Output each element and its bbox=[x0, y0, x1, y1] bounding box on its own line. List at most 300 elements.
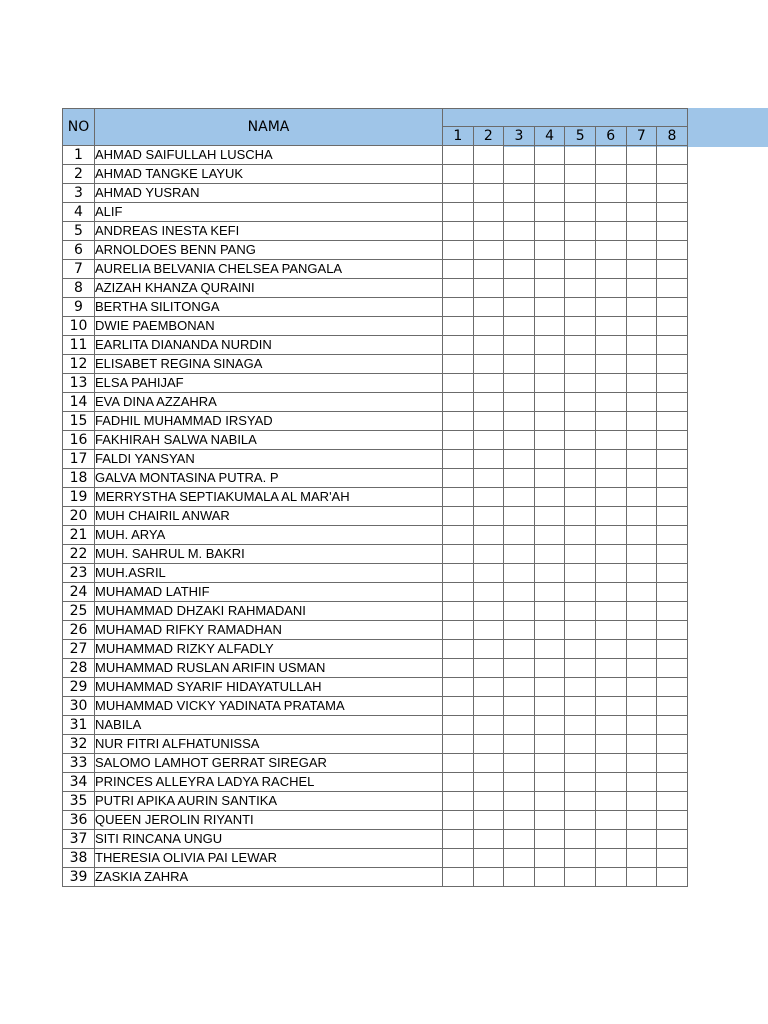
mark-cell[interactable] bbox=[534, 165, 565, 184]
mark-cell[interactable] bbox=[565, 735, 596, 754]
mark-cell[interactable] bbox=[473, 355, 504, 374]
mark-cell[interactable] bbox=[565, 754, 596, 773]
mark-cell[interactable] bbox=[565, 431, 596, 450]
mark-cell[interactable] bbox=[473, 507, 504, 526]
mark-cell[interactable] bbox=[534, 241, 565, 260]
mark-cell[interactable] bbox=[504, 754, 535, 773]
mark-cell[interactable] bbox=[565, 146, 596, 165]
mark-cell[interactable] bbox=[595, 469, 626, 488]
mark-cell[interactable] bbox=[504, 222, 535, 241]
mark-cell[interactable] bbox=[626, 583, 657, 602]
mark-cell[interactable] bbox=[443, 355, 474, 374]
mark-cell[interactable] bbox=[626, 146, 657, 165]
mark-cell[interactable] bbox=[443, 260, 474, 279]
mark-cell[interactable] bbox=[504, 849, 535, 868]
mark-cell[interactable] bbox=[565, 317, 596, 336]
mark-cell[interactable] bbox=[534, 716, 565, 735]
mark-cell[interactable] bbox=[473, 868, 504, 887]
mark-cell[interactable] bbox=[473, 450, 504, 469]
mark-cell[interactable] bbox=[443, 526, 474, 545]
mark-cell[interactable] bbox=[657, 260, 688, 279]
mark-cell[interactable] bbox=[565, 336, 596, 355]
mark-cell[interactable] bbox=[443, 412, 474, 431]
mark-cell[interactable] bbox=[504, 640, 535, 659]
mark-cell[interactable] bbox=[595, 697, 626, 716]
mark-cell[interactable] bbox=[504, 602, 535, 621]
mark-cell[interactable] bbox=[657, 279, 688, 298]
mark-cell[interactable] bbox=[626, 621, 657, 640]
mark-cell[interactable] bbox=[534, 754, 565, 773]
mark-cell[interactable] bbox=[473, 602, 504, 621]
mark-cell[interactable] bbox=[504, 374, 535, 393]
mark-cell[interactable] bbox=[504, 431, 535, 450]
mark-cell[interactable] bbox=[473, 697, 504, 716]
mark-cell[interactable] bbox=[626, 545, 657, 564]
mark-cell[interactable] bbox=[534, 526, 565, 545]
mark-cell[interactable] bbox=[473, 716, 504, 735]
mark-cell[interactable] bbox=[534, 374, 565, 393]
mark-cell[interactable] bbox=[473, 146, 504, 165]
mark-cell[interactable] bbox=[565, 773, 596, 792]
mark-cell[interactable] bbox=[565, 355, 596, 374]
mark-cell[interactable] bbox=[473, 241, 504, 260]
mark-cell[interactable] bbox=[565, 659, 596, 678]
mark-cell[interactable] bbox=[565, 450, 596, 469]
mark-cell[interactable] bbox=[657, 317, 688, 336]
mark-cell[interactable] bbox=[534, 735, 565, 754]
mark-cell[interactable] bbox=[504, 146, 535, 165]
mark-cell[interactable] bbox=[473, 659, 504, 678]
mark-cell[interactable] bbox=[565, 298, 596, 317]
mark-cell[interactable] bbox=[504, 773, 535, 792]
mark-cell[interactable] bbox=[626, 811, 657, 830]
mark-cell[interactable] bbox=[657, 241, 688, 260]
mark-cell[interactable] bbox=[534, 849, 565, 868]
mark-cell[interactable] bbox=[565, 621, 596, 640]
mark-cell[interactable] bbox=[504, 716, 535, 735]
mark-cell[interactable] bbox=[657, 830, 688, 849]
mark-cell[interactable] bbox=[473, 773, 504, 792]
mark-cell[interactable] bbox=[626, 203, 657, 222]
mark-cell[interactable] bbox=[473, 640, 504, 659]
mark-cell[interactable] bbox=[565, 279, 596, 298]
mark-cell[interactable] bbox=[626, 488, 657, 507]
mark-cell[interactable] bbox=[473, 754, 504, 773]
mark-cell[interactable] bbox=[595, 412, 626, 431]
mark-cell[interactable] bbox=[473, 469, 504, 488]
mark-cell[interactable] bbox=[443, 830, 474, 849]
mark-cell[interactable] bbox=[534, 773, 565, 792]
mark-cell[interactable] bbox=[443, 583, 474, 602]
mark-cell[interactable] bbox=[534, 260, 565, 279]
mark-cell[interactable] bbox=[443, 773, 474, 792]
mark-cell[interactable] bbox=[534, 868, 565, 887]
mark-cell[interactable] bbox=[595, 165, 626, 184]
mark-cell[interactable] bbox=[504, 830, 535, 849]
mark-cell[interactable] bbox=[626, 298, 657, 317]
mark-cell[interactable] bbox=[473, 298, 504, 317]
mark-cell[interactable] bbox=[443, 393, 474, 412]
mark-cell[interactable] bbox=[534, 792, 565, 811]
mark-cell[interactable] bbox=[626, 374, 657, 393]
mark-cell[interactable] bbox=[626, 678, 657, 697]
mark-cell[interactable] bbox=[565, 393, 596, 412]
mark-cell[interactable] bbox=[565, 602, 596, 621]
mark-cell[interactable] bbox=[657, 602, 688, 621]
mark-cell[interactable] bbox=[565, 222, 596, 241]
mark-cell[interactable] bbox=[504, 184, 535, 203]
mark-cell[interactable] bbox=[504, 355, 535, 374]
mark-cell[interactable] bbox=[565, 184, 596, 203]
mark-cell[interactable] bbox=[534, 583, 565, 602]
mark-cell[interactable] bbox=[443, 754, 474, 773]
mark-cell[interactable] bbox=[443, 545, 474, 564]
mark-cell[interactable] bbox=[595, 811, 626, 830]
mark-cell[interactable] bbox=[504, 393, 535, 412]
mark-cell[interactable] bbox=[504, 336, 535, 355]
mark-cell[interactable] bbox=[504, 165, 535, 184]
mark-cell[interactable] bbox=[595, 678, 626, 697]
mark-cell[interactable] bbox=[595, 583, 626, 602]
mark-cell[interactable] bbox=[443, 640, 474, 659]
mark-cell[interactable] bbox=[595, 659, 626, 678]
mark-cell[interactable] bbox=[626, 754, 657, 773]
mark-cell[interactable] bbox=[504, 868, 535, 887]
mark-cell[interactable] bbox=[595, 488, 626, 507]
mark-cell[interactable] bbox=[626, 241, 657, 260]
mark-cell[interactable] bbox=[595, 355, 626, 374]
mark-cell[interactable] bbox=[626, 792, 657, 811]
mark-cell[interactable] bbox=[443, 659, 474, 678]
mark-cell[interactable] bbox=[626, 868, 657, 887]
mark-cell[interactable] bbox=[473, 678, 504, 697]
mark-cell[interactable] bbox=[565, 260, 596, 279]
mark-cell[interactable] bbox=[595, 203, 626, 222]
mark-cell[interactable] bbox=[504, 811, 535, 830]
mark-cell[interactable] bbox=[443, 431, 474, 450]
mark-cell[interactable] bbox=[626, 279, 657, 298]
mark-cell[interactable] bbox=[626, 640, 657, 659]
mark-cell[interactable] bbox=[534, 602, 565, 621]
mark-cell[interactable] bbox=[657, 222, 688, 241]
mark-cell[interactable] bbox=[504, 621, 535, 640]
mark-cell[interactable] bbox=[473, 279, 504, 298]
mark-cell[interactable] bbox=[657, 412, 688, 431]
mark-cell[interactable] bbox=[534, 450, 565, 469]
mark-cell[interactable] bbox=[473, 393, 504, 412]
mark-cell[interactable] bbox=[595, 279, 626, 298]
mark-cell[interactable] bbox=[473, 374, 504, 393]
mark-cell[interactable] bbox=[595, 621, 626, 640]
mark-cell[interactable] bbox=[443, 222, 474, 241]
mark-cell[interactable] bbox=[504, 260, 535, 279]
mark-cell[interactable] bbox=[443, 507, 474, 526]
mark-cell[interactable] bbox=[657, 336, 688, 355]
mark-cell[interactable] bbox=[565, 583, 596, 602]
mark-cell[interactable] bbox=[657, 849, 688, 868]
mark-cell[interactable] bbox=[473, 526, 504, 545]
mark-cell[interactable] bbox=[595, 526, 626, 545]
mark-cell[interactable] bbox=[565, 545, 596, 564]
mark-cell[interactable] bbox=[565, 678, 596, 697]
mark-cell[interactable] bbox=[657, 868, 688, 887]
mark-cell[interactable] bbox=[534, 393, 565, 412]
mark-cell[interactable] bbox=[443, 241, 474, 260]
mark-cell[interactable] bbox=[504, 678, 535, 697]
mark-cell[interactable] bbox=[504, 412, 535, 431]
mark-cell[interactable] bbox=[626, 659, 657, 678]
mark-cell[interactable] bbox=[534, 697, 565, 716]
mark-cell[interactable] bbox=[595, 735, 626, 754]
mark-cell[interactable] bbox=[534, 355, 565, 374]
mark-cell[interactable] bbox=[504, 583, 535, 602]
mark-cell[interactable] bbox=[534, 412, 565, 431]
mark-cell[interactable] bbox=[626, 507, 657, 526]
mark-cell[interactable] bbox=[657, 469, 688, 488]
mark-cell[interactable] bbox=[565, 868, 596, 887]
mark-cell[interactable] bbox=[657, 564, 688, 583]
mark-cell[interactable] bbox=[473, 564, 504, 583]
mark-cell[interactable] bbox=[443, 165, 474, 184]
mark-cell[interactable] bbox=[595, 830, 626, 849]
mark-cell[interactable] bbox=[657, 678, 688, 697]
mark-cell[interactable] bbox=[443, 184, 474, 203]
mark-cell[interactable] bbox=[534, 184, 565, 203]
mark-cell[interactable] bbox=[657, 716, 688, 735]
mark-cell[interactable] bbox=[443, 450, 474, 469]
mark-cell[interactable] bbox=[657, 450, 688, 469]
mark-cell[interactable] bbox=[534, 545, 565, 564]
mark-cell[interactable] bbox=[473, 431, 504, 450]
mark-cell[interactable] bbox=[504, 526, 535, 545]
mark-cell[interactable] bbox=[473, 830, 504, 849]
mark-cell[interactable] bbox=[595, 146, 626, 165]
mark-cell[interactable] bbox=[657, 146, 688, 165]
mark-cell[interactable] bbox=[443, 336, 474, 355]
mark-cell[interactable] bbox=[657, 184, 688, 203]
mark-cell[interactable] bbox=[504, 507, 535, 526]
mark-cell[interactable] bbox=[657, 659, 688, 678]
mark-cell[interactable] bbox=[626, 431, 657, 450]
mark-cell[interactable] bbox=[657, 203, 688, 222]
mark-cell[interactable] bbox=[565, 640, 596, 659]
mark-cell[interactable] bbox=[595, 317, 626, 336]
mark-cell[interactable] bbox=[595, 184, 626, 203]
mark-cell[interactable] bbox=[443, 602, 474, 621]
mark-cell[interactable] bbox=[657, 640, 688, 659]
mark-cell[interactable] bbox=[595, 754, 626, 773]
mark-cell[interactable] bbox=[473, 621, 504, 640]
mark-cell[interactable] bbox=[595, 773, 626, 792]
mark-cell[interactable] bbox=[595, 640, 626, 659]
mark-cell[interactable] bbox=[657, 621, 688, 640]
mark-cell[interactable] bbox=[626, 830, 657, 849]
mark-cell[interactable] bbox=[626, 849, 657, 868]
mark-cell[interactable] bbox=[534, 621, 565, 640]
mark-cell[interactable] bbox=[626, 412, 657, 431]
mark-cell[interactable] bbox=[565, 792, 596, 811]
mark-cell[interactable] bbox=[534, 222, 565, 241]
mark-cell[interactable] bbox=[657, 754, 688, 773]
mark-cell[interactable] bbox=[657, 545, 688, 564]
mark-cell[interactable] bbox=[626, 336, 657, 355]
mark-cell[interactable] bbox=[473, 412, 504, 431]
mark-cell[interactable] bbox=[626, 735, 657, 754]
mark-cell[interactable] bbox=[504, 659, 535, 678]
mark-cell[interactable] bbox=[534, 811, 565, 830]
mark-cell[interactable] bbox=[443, 203, 474, 222]
mark-cell[interactable] bbox=[565, 716, 596, 735]
mark-cell[interactable] bbox=[534, 203, 565, 222]
mark-cell[interactable] bbox=[565, 374, 596, 393]
mark-cell[interactable] bbox=[626, 317, 657, 336]
mark-cell[interactable] bbox=[595, 450, 626, 469]
mark-cell[interactable] bbox=[504, 735, 535, 754]
mark-cell[interactable] bbox=[504, 469, 535, 488]
mark-cell[interactable] bbox=[534, 507, 565, 526]
mark-cell[interactable] bbox=[534, 678, 565, 697]
mark-cell[interactable] bbox=[534, 469, 565, 488]
mark-cell[interactable] bbox=[504, 241, 535, 260]
mark-cell[interactable] bbox=[626, 773, 657, 792]
mark-cell[interactable] bbox=[595, 792, 626, 811]
mark-cell[interactable] bbox=[626, 393, 657, 412]
mark-cell[interactable] bbox=[595, 222, 626, 241]
mark-cell[interactable] bbox=[534, 146, 565, 165]
mark-cell[interactable] bbox=[626, 564, 657, 583]
mark-cell[interactable] bbox=[504, 792, 535, 811]
mark-cell[interactable] bbox=[534, 298, 565, 317]
mark-cell[interactable] bbox=[473, 545, 504, 564]
mark-cell[interactable] bbox=[534, 488, 565, 507]
mark-cell[interactable] bbox=[565, 203, 596, 222]
mark-cell[interactable] bbox=[534, 431, 565, 450]
mark-cell[interactable] bbox=[657, 488, 688, 507]
mark-cell[interactable] bbox=[504, 203, 535, 222]
mark-cell[interactable] bbox=[473, 184, 504, 203]
mark-cell[interactable] bbox=[595, 260, 626, 279]
mark-cell[interactable] bbox=[504, 450, 535, 469]
mark-cell[interactable] bbox=[504, 279, 535, 298]
mark-cell[interactable] bbox=[443, 146, 474, 165]
mark-cell[interactable] bbox=[504, 545, 535, 564]
mark-cell[interactable] bbox=[565, 697, 596, 716]
mark-cell[interactable] bbox=[534, 659, 565, 678]
mark-cell[interactable] bbox=[504, 697, 535, 716]
mark-cell[interactable] bbox=[595, 849, 626, 868]
mark-cell[interactable] bbox=[534, 830, 565, 849]
mark-cell[interactable] bbox=[565, 526, 596, 545]
mark-cell[interactable] bbox=[443, 678, 474, 697]
mark-cell[interactable] bbox=[626, 716, 657, 735]
mark-cell[interactable] bbox=[565, 849, 596, 868]
mark-cell[interactable] bbox=[565, 165, 596, 184]
mark-cell[interactable] bbox=[626, 697, 657, 716]
mark-cell[interactable] bbox=[657, 507, 688, 526]
mark-cell[interactable] bbox=[443, 374, 474, 393]
mark-cell[interactable] bbox=[443, 621, 474, 640]
mark-cell[interactable] bbox=[626, 450, 657, 469]
mark-cell[interactable] bbox=[565, 469, 596, 488]
mark-cell[interactable] bbox=[534, 564, 565, 583]
mark-cell[interactable] bbox=[595, 716, 626, 735]
mark-cell[interactable] bbox=[626, 526, 657, 545]
mark-cell[interactable] bbox=[473, 583, 504, 602]
mark-cell[interactable] bbox=[657, 165, 688, 184]
mark-cell[interactable] bbox=[473, 336, 504, 355]
mark-cell[interactable] bbox=[565, 811, 596, 830]
mark-cell[interactable] bbox=[657, 526, 688, 545]
mark-cell[interactable] bbox=[657, 697, 688, 716]
mark-cell[interactable] bbox=[657, 735, 688, 754]
mark-cell[interactable] bbox=[443, 298, 474, 317]
mark-cell[interactable] bbox=[657, 393, 688, 412]
mark-cell[interactable] bbox=[443, 564, 474, 583]
mark-cell[interactable] bbox=[443, 488, 474, 507]
mark-cell[interactable] bbox=[443, 317, 474, 336]
mark-cell[interactable] bbox=[504, 298, 535, 317]
mark-cell[interactable] bbox=[595, 241, 626, 260]
mark-cell[interactable] bbox=[504, 488, 535, 507]
mark-cell[interactable] bbox=[595, 336, 626, 355]
mark-cell[interactable] bbox=[657, 298, 688, 317]
mark-cell[interactable] bbox=[595, 868, 626, 887]
mark-cell[interactable] bbox=[534, 317, 565, 336]
mark-cell[interactable] bbox=[657, 792, 688, 811]
mark-cell[interactable] bbox=[473, 792, 504, 811]
mark-cell[interactable] bbox=[626, 222, 657, 241]
mark-cell[interactable] bbox=[595, 545, 626, 564]
mark-cell[interactable] bbox=[595, 564, 626, 583]
mark-cell[interactable] bbox=[443, 279, 474, 298]
mark-cell[interactable] bbox=[504, 317, 535, 336]
mark-cell[interactable] bbox=[443, 735, 474, 754]
mark-cell[interactable] bbox=[565, 830, 596, 849]
mark-cell[interactable] bbox=[443, 811, 474, 830]
mark-cell[interactable] bbox=[657, 773, 688, 792]
mark-cell[interactable] bbox=[595, 374, 626, 393]
mark-cell[interactable] bbox=[443, 868, 474, 887]
mark-cell[interactable] bbox=[473, 811, 504, 830]
mark-cell[interactable] bbox=[626, 184, 657, 203]
mark-cell[interactable] bbox=[443, 716, 474, 735]
mark-cell[interactable] bbox=[595, 431, 626, 450]
mark-cell[interactable] bbox=[473, 849, 504, 868]
mark-cell[interactable] bbox=[443, 469, 474, 488]
mark-cell[interactable] bbox=[595, 298, 626, 317]
mark-cell[interactable] bbox=[534, 640, 565, 659]
mark-cell[interactable] bbox=[595, 602, 626, 621]
mark-cell[interactable] bbox=[473, 222, 504, 241]
mark-cell[interactable] bbox=[534, 279, 565, 298]
mark-cell[interactable] bbox=[626, 469, 657, 488]
mark-cell[interactable] bbox=[626, 355, 657, 374]
mark-cell[interactable] bbox=[473, 735, 504, 754]
mark-cell[interactable] bbox=[473, 203, 504, 222]
mark-cell[interactable] bbox=[626, 165, 657, 184]
mark-cell[interactable] bbox=[443, 792, 474, 811]
mark-cell[interactable] bbox=[565, 564, 596, 583]
mark-cell[interactable] bbox=[473, 488, 504, 507]
mark-cell[interactable] bbox=[473, 317, 504, 336]
mark-cell[interactable] bbox=[443, 849, 474, 868]
mark-cell[interactable] bbox=[473, 260, 504, 279]
mark-cell[interactable] bbox=[565, 412, 596, 431]
mark-cell[interactable] bbox=[626, 260, 657, 279]
mark-cell[interactable] bbox=[657, 355, 688, 374]
mark-cell[interactable] bbox=[626, 602, 657, 621]
mark-cell[interactable] bbox=[443, 697, 474, 716]
